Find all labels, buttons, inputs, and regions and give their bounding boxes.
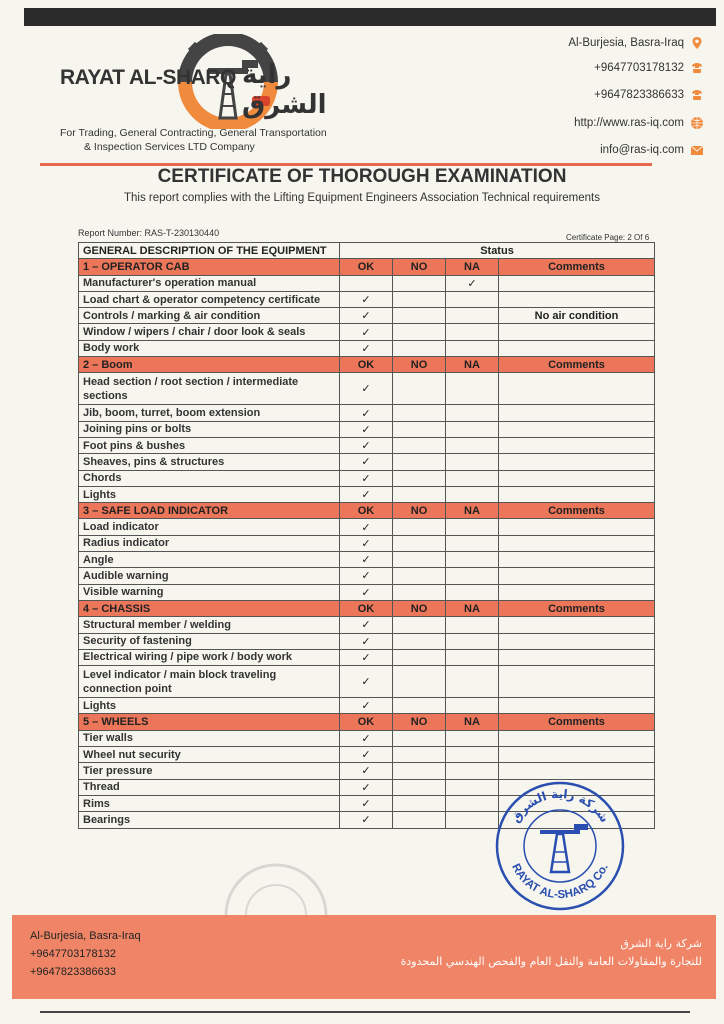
item-label: Wheel nut security: [79, 747, 340, 763]
no-cell: [393, 437, 446, 453]
comment-cell: [499, 730, 655, 746]
contact-website-text[interactable]: http://www.ras-iq.com: [574, 117, 684, 129]
brand-name-ar: راية الشرق: [242, 60, 327, 120]
company-description-line1: For Trading, General Contracting, General Transportation: [60, 127, 327, 139]
item-label: Manufacturer's operation manual: [79, 275, 340, 291]
column-header-na: NA: [446, 259, 499, 275]
na-cell: [446, 340, 499, 356]
table-row: [79, 747, 655, 763]
no-cell: [393, 552, 446, 568]
na-cell: [446, 421, 499, 437]
table-row: [79, 649, 655, 665]
item-label: Load indicator: [79, 519, 340, 535]
no-cell: [393, 747, 446, 763]
envelope-icon: [690, 143, 704, 157]
section-title: 2 – Boom: [79, 357, 340, 373]
na-cell: [446, 617, 499, 633]
comment-cell: [499, 437, 655, 453]
ok-cell: ✓: [340, 698, 393, 714]
comment-cell: [499, 535, 655, 551]
item-label: Audible warning: [79, 568, 340, 584]
ok-cell: ✓: [340, 291, 393, 307]
ok-cell: ✓: [340, 405, 393, 421]
comment-cell: [499, 552, 655, 568]
na-cell: [446, 730, 499, 746]
no-cell: [393, 535, 446, 551]
footer-phone-1: +9647703178132: [30, 948, 116, 960]
section-title: 1 – OPERATOR CAB: [79, 259, 340, 275]
ok-cell: ✓: [340, 633, 393, 649]
comment-cell: [499, 421, 655, 437]
ok-cell: ✓: [340, 308, 393, 324]
ok-cell: ✓: [340, 584, 393, 600]
na-cell: [446, 779, 499, 795]
contact-address-text: Al-Burjesia, Basra-Iraq: [568, 37, 684, 49]
ok-cell: ✓: [340, 730, 393, 746]
report-number: Report Number: RAS-T-230130440: [78, 228, 220, 238]
table-row: [79, 454, 655, 470]
table-row: [79, 486, 655, 502]
item-label: Load chart & operator competency certificate: [79, 291, 340, 307]
ok-cell: ✓: [340, 340, 393, 356]
comment-cell: [499, 747, 655, 763]
item-label: Radius indicator: [79, 535, 340, 551]
na-cell: [446, 308, 499, 324]
comment-cell: [499, 324, 655, 340]
na-cell: [446, 666, 499, 698]
item-label: Thread: [79, 779, 340, 795]
no-cell: [393, 340, 446, 356]
comment-cell: [499, 486, 655, 502]
column-header-na: NA: [446, 714, 499, 730]
item-label: Electrical wiring / pipe work / body work: [79, 649, 340, 665]
phone-icon: [690, 88, 704, 102]
no-cell: [393, 763, 446, 779]
item-label: Tier pressure: [79, 763, 340, 779]
na-cell: [446, 552, 499, 568]
examination-table: [78, 242, 655, 829]
item-label: Jib, boom, turret, boom extension: [79, 405, 340, 421]
na-cell: [446, 373, 499, 405]
section-title: 5 – WHEELS: [79, 714, 340, 730]
item-label: Window / wipers / chair / door look & seals: [79, 324, 340, 340]
comment-cell: [499, 649, 655, 665]
ok-cell: ✓: [340, 617, 393, 633]
column-header-ok: OK: [340, 503, 393, 519]
table-row: [79, 568, 655, 584]
item-label: Tier walls: [79, 730, 340, 746]
no-cell: [393, 373, 446, 405]
na-cell: [446, 568, 499, 584]
ok-cell: ✓: [340, 763, 393, 779]
column-header-comments: Comments: [499, 259, 655, 275]
table-row: [79, 291, 655, 307]
ok-cell: ✓: [340, 324, 393, 340]
na-cell: [446, 519, 499, 535]
item-label: Lights: [79, 486, 340, 502]
item-label: Controls / marking & air condition: [79, 308, 340, 324]
general-description-label: GENERAL DESCRIPTION OF THE EQUIPMENT: [79, 243, 340, 259]
table-row: [79, 633, 655, 649]
ok-cell: [340, 275, 393, 291]
contact-phone-1-text: +9647703178132: [594, 62, 684, 74]
contact-email-text[interactable]: info@ras-iq.com: [600, 144, 684, 156]
item-label: Chords: [79, 470, 340, 486]
na-cell: [446, 795, 499, 811]
no-cell: [393, 649, 446, 665]
item-label: Visible warning: [79, 584, 340, 600]
na-cell: [446, 698, 499, 714]
footer-arabic: [401, 935, 702, 971]
table-row: [79, 405, 655, 421]
contact-phone-2-text: +9647823386633: [594, 89, 684, 101]
contact-email[interactable]: [600, 143, 704, 157]
table-row: [79, 535, 655, 551]
comment-cell: [499, 666, 655, 698]
column-header-no: NO: [393, 503, 446, 519]
table-row: [79, 324, 655, 340]
phone-icon: [690, 61, 704, 75]
section-header-row: [79, 259, 655, 275]
comment-cell: [499, 470, 655, 486]
footer-company-ar: شركة راية الشرق: [620, 937, 702, 950]
table-row: [79, 308, 655, 324]
column-header-ok: OK: [340, 357, 393, 373]
comment-cell: [499, 568, 655, 584]
comment-cell: [499, 633, 655, 649]
na-cell: [446, 633, 499, 649]
no-cell: [393, 779, 446, 795]
no-cell: [393, 568, 446, 584]
comment-cell: No air condition: [499, 308, 655, 324]
section-title: 3 – SAFE LOAD INDICATOR: [79, 503, 340, 519]
footer-company-ar-desc: للتجارة والمقاولات العامة والنقل العام والفحص الهندسي المحدودة: [400, 955, 702, 968]
column-header-no: NO: [393, 357, 446, 373]
ok-cell: ✓: [340, 795, 393, 811]
table-row: [79, 519, 655, 535]
stamp-text-english: RAYAT AL-SHARQ Co.: [509, 861, 611, 902]
item-label: Foot pins & bushes: [79, 437, 340, 453]
svg-text:شركة راية الشرق: [508, 787, 611, 825]
status-label: Status: [340, 243, 655, 259]
item-label: Rims: [79, 795, 340, 811]
column-header-ok: OK: [340, 259, 393, 275]
no-cell: [393, 291, 446, 307]
section-title: 4 – CHASSIS: [79, 600, 340, 616]
brand-name-en: RAYAT AL-SHARQ: [60, 66, 236, 89]
na-cell: [446, 649, 499, 665]
no-cell: [393, 633, 446, 649]
column-header-ok: OK: [340, 600, 393, 616]
na-cell: ✓: [446, 275, 499, 291]
comment-cell: [499, 340, 655, 356]
item-label: Level indicator / main block traveling connection point: [79, 666, 340, 698]
item-label: Body work: [79, 340, 340, 356]
no-cell: [393, 324, 446, 340]
contact-address: [568, 36, 704, 50]
footer-phone-2: +9647823386633: [30, 966, 116, 978]
no-cell: [393, 486, 446, 502]
na-cell: [446, 454, 499, 470]
document-title: CERTIFICATE OF THOROUGH EXAMINATION: [157, 166, 567, 187]
comment-cell: [499, 405, 655, 421]
comment-cell: [499, 617, 655, 633]
column-header-comments: Comments: [499, 714, 655, 730]
section-header-row: [79, 714, 655, 730]
table-row: [79, 552, 655, 568]
na-cell: [446, 291, 499, 307]
no-cell: [393, 795, 446, 811]
item-label: Security of fastening: [79, 633, 340, 649]
contact-phone-2: [594, 88, 704, 102]
no-cell: [393, 454, 446, 470]
ok-cell: ✓: [340, 568, 393, 584]
comment-cell: [499, 584, 655, 600]
ok-cell: ✓: [340, 535, 393, 551]
ok-cell: ✓: [340, 666, 393, 698]
page-footer: [12, 915, 716, 999]
ok-cell: ✓: [340, 421, 393, 437]
na-cell: [446, 584, 499, 600]
comment-cell: [499, 698, 655, 714]
no-cell: [393, 470, 446, 486]
na-cell: [446, 747, 499, 763]
column-header-na: NA: [446, 357, 499, 373]
no-cell: [393, 698, 446, 714]
no-cell: [393, 308, 446, 324]
table-row: [79, 373, 655, 405]
ok-cell: ✓: [340, 812, 393, 828]
item-label: Joining pins or bolts: [79, 421, 340, 437]
item-label: Bearings: [79, 812, 340, 828]
column-header-comments: Comments: [499, 503, 655, 519]
stamp-text-arabic: شركة راية الشرق: [508, 786, 612, 826]
table-row: [79, 340, 655, 356]
company-stamp: [494, 780, 626, 912]
footer-contacts: [30, 927, 141, 981]
contact-website[interactable]: [574, 116, 704, 130]
column-header-no: NO: [393, 714, 446, 730]
column-header-comments: Comments: [499, 357, 655, 373]
table-row: [79, 763, 655, 779]
no-cell: [393, 617, 446, 633]
ok-cell: ✓: [340, 470, 393, 486]
table-row: [79, 617, 655, 633]
section-header-row: [79, 357, 655, 373]
table-row: [79, 698, 655, 714]
top-bar: [24, 8, 716, 26]
ok-cell: ✓: [340, 552, 393, 568]
table-general-header-row: [79, 243, 655, 259]
item-label: Head section / root section / intermediate sections: [79, 373, 340, 405]
na-cell: [446, 405, 499, 421]
na-cell: [446, 812, 499, 828]
globe-icon: [690, 116, 704, 130]
footer-address: Al-Burjesia, Basra-Iraq: [30, 930, 141, 942]
table-row: [79, 584, 655, 600]
column-header-comments: Comments: [499, 600, 655, 616]
column-header-no: NO: [393, 600, 446, 616]
table-row: [79, 275, 655, 291]
item-label: Angle: [79, 552, 340, 568]
column-header-na: NA: [446, 503, 499, 519]
document-subtitle: This report complies with the Lifting Equipment Engineers Association Technical requirements: [123, 192, 600, 204]
ok-cell: ✓: [340, 486, 393, 502]
no-cell: [393, 405, 446, 421]
ok-cell: ✓: [340, 519, 393, 535]
no-cell: [393, 519, 446, 535]
section-header-row: [79, 600, 655, 616]
comment-cell: [499, 291, 655, 307]
no-cell: [393, 666, 446, 698]
ok-cell: ✓: [340, 454, 393, 470]
item-label: Structural member / welding: [79, 617, 340, 633]
column-header-ok: OK: [340, 714, 393, 730]
location-pin-icon: [690, 36, 704, 50]
comment-cell: [499, 275, 655, 291]
section-header-row: [79, 503, 655, 519]
table-row: [79, 666, 655, 698]
ok-cell: ✓: [340, 747, 393, 763]
table-row: [79, 437, 655, 453]
item-label: Sheaves, pins & structures: [79, 454, 340, 470]
column-header-no: NO: [393, 259, 446, 275]
company-description-line2: & Inspection Services LTD Company: [84, 141, 255, 153]
no-cell: [393, 421, 446, 437]
comment-cell: [499, 454, 655, 470]
na-cell: [446, 486, 499, 502]
ok-cell: ✓: [340, 437, 393, 453]
no-cell: [393, 812, 446, 828]
na-cell: [446, 470, 499, 486]
ok-cell: ✓: [340, 649, 393, 665]
comment-cell: [499, 763, 655, 779]
na-cell: [446, 437, 499, 453]
ok-cell: ✓: [340, 779, 393, 795]
certificate-page: Certificate Page: 2 Of 6: [566, 233, 650, 242]
ok-cell: ✓: [340, 373, 393, 405]
table-row: [79, 421, 655, 437]
comment-cell: [499, 519, 655, 535]
item-label: Lights: [79, 698, 340, 714]
na-cell: [446, 763, 499, 779]
column-header-na: NA: [446, 600, 499, 616]
na-cell: [446, 535, 499, 551]
table-row: [79, 470, 655, 486]
no-cell: [393, 584, 446, 600]
contact-phone-1: [594, 61, 704, 75]
na-cell: [446, 324, 499, 340]
no-cell: [393, 275, 446, 291]
stamp-rig-icon: [540, 824, 588, 872]
comment-cell: [499, 373, 655, 405]
bottom-rule: [40, 1011, 690, 1013]
no-cell: [393, 730, 446, 746]
table-row: [79, 730, 655, 746]
